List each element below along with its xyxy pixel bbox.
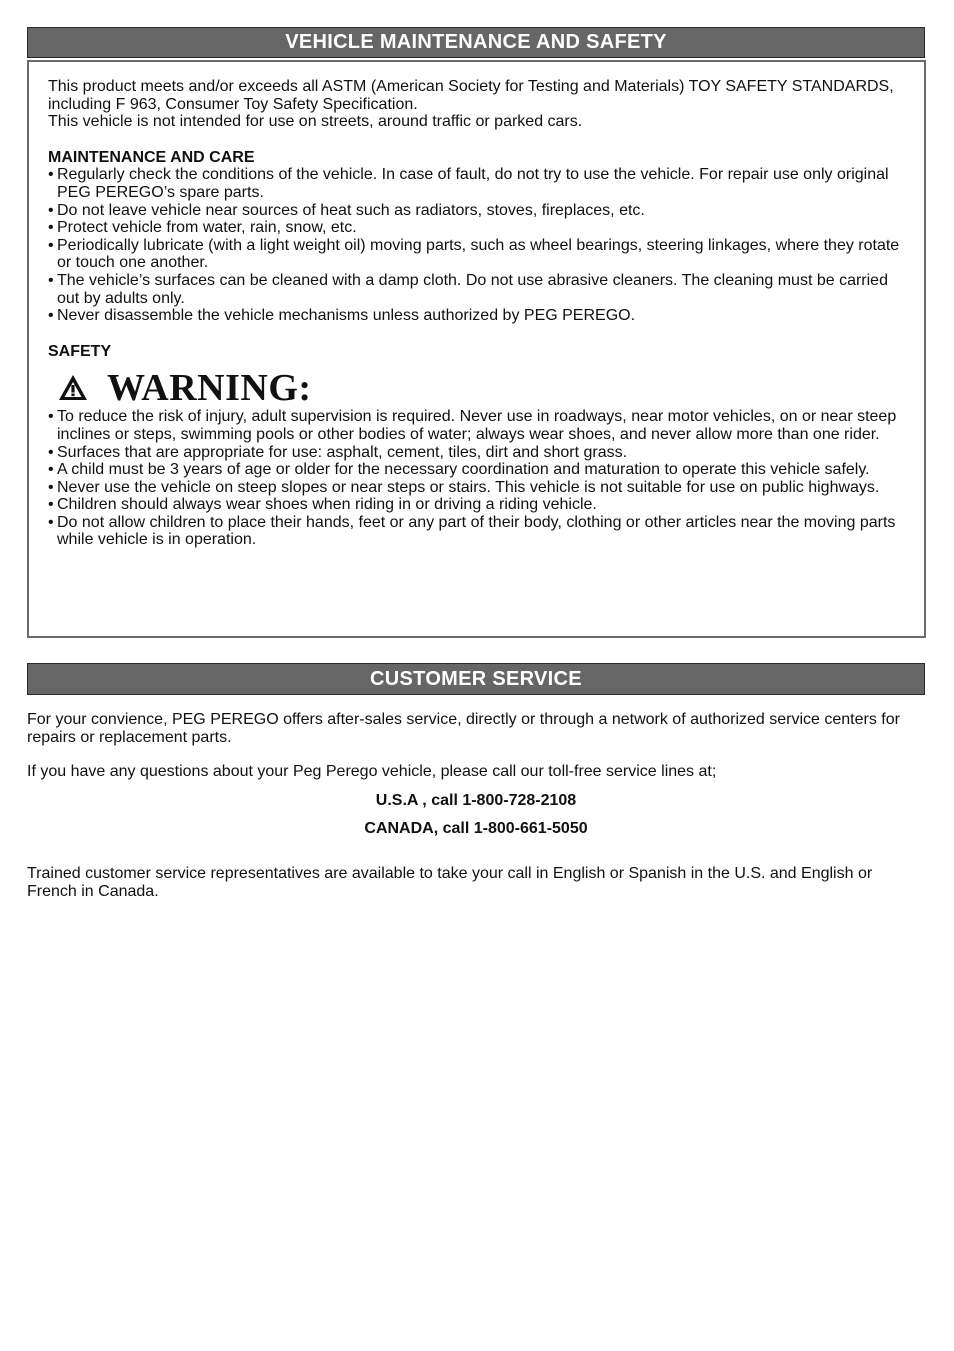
customer-service-header: CUSTOMER SERVICE [27,663,925,695]
maintenance-section-header: VEHICLE MAINTENANCE AND SAFETY [27,27,925,58]
list-item: • Surfaces that are appropriate for use: asphalt, cement, tiles, dirt and short grass. [48,444,904,462]
service-questions-paragraph: If you have any questions about your Peg Perego vehicle, please call our toll-free service lines at; [27,763,717,781]
list-item: • Regularly check the conditions of the vehicle. In case of fault, do not try to use the vehicle. For repair use only original PEG PEREGO’s spare parts. [48,166,904,201]
list-item: • Never use the vehicle on steep slopes or near steps or stairs. This vehicle is not suitable for use on public highways. [48,479,904,497]
warning-triangle-icon [57,373,89,403]
service-languages-paragraph: Trained customer service representatives are available to take your call in English or Spanish in the U.S. and English or French in Canada. [27,864,873,900]
phone-canada: CANADA, call 1-800-661-5050 [364,820,588,838]
list-item: • A child must be 3 years of age or older for the necessary coordination and maturation to operate this vehicle safely. [48,461,904,479]
customer-service-content [27,711,925,900]
maintenance-safety-box [27,60,926,638]
maintenance-care-title: MAINTENANCE AND CARE [48,148,255,166]
list-item: • Do not leave vehicle near sources of heat such as radiators, stoves, fireplaces, etc. [48,202,904,220]
list-item: • The vehicle’s surfaces can be cleaned with a damp cloth. Do not use abrasive cleaners. The cleaning must be carried out by adults only. [48,272,904,307]
warning-heading [48,368,904,408]
safety-title: SAFETY [48,342,112,360]
list-item: • Periodically lubricate (with a light weight oil) moving parts, such as wheel bearings, steering linkages, where they rotate or touch one another. [48,237,904,272]
list-item: • Never disassemble the vehicle mechanisms unless authorized by PEG PEREGO. [48,307,904,325]
warning-label: WARNING: [107,367,312,410]
list-item: • Do not allow children to place their hands, feet or any part of their body, clothing or other articles near the moving parts while vehicle is in operation. [48,514,904,549]
list-item: • Children should always wear shoes when riding in or driving a riding vehicle. [48,496,904,514]
intro-paragraph-streets: This vehicle is not intended for use on streets, around traffic or parked cars. [48,113,583,131]
service-intro-paragraph: For your convience, PEG PEREGO offers after-sales service, directly or through a network of authorized service centers for repairs or replacement parts. [27,711,900,746]
phone-usa: U.S.A , call 1-800-728-2108 [375,791,577,809]
maintenance-care-list [48,166,904,324]
safety-list [48,408,904,549]
list-item: • Protect vehicle from water, rain, snow, etc. [48,219,904,237]
list-item: • To reduce the risk of injury, adult supervision is required. Never use in roadways, near motor vehicles, on or near steep inclines or steps, swimming pools or other bodies of water; always wear shoes, and never allow more than one rider. [48,408,904,443]
intro-paragraph-astm: This product meets and/or exceeds all ASTM (American Society for Testing and Materials) TOY SAFETY STANDARDS, including F 963, Consumer Toy Safety Specification. [48,78,894,113]
